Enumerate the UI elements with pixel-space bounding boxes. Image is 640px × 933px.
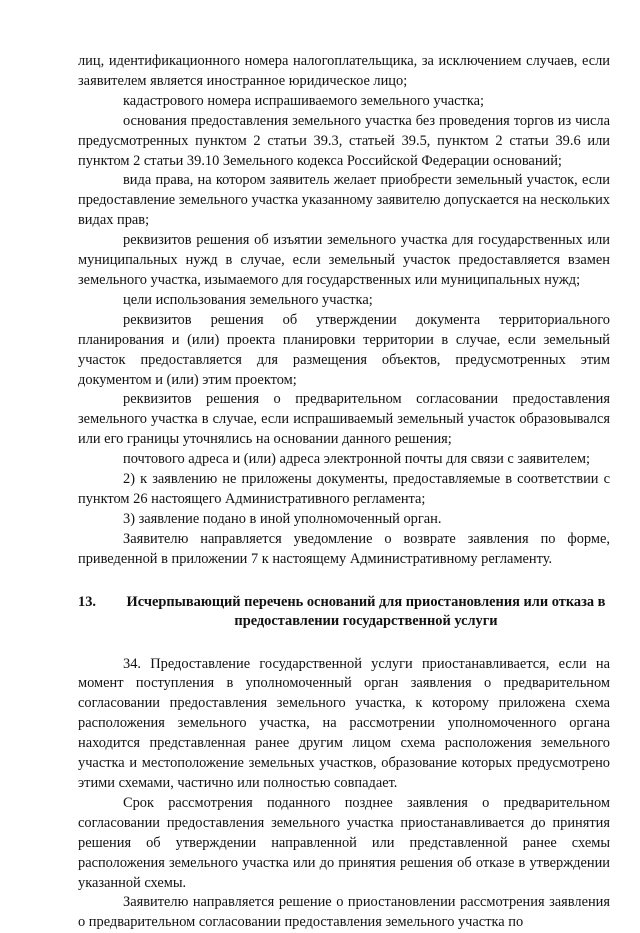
paragraph: реквизитов решения об утверждении документа территориального планирования и (или) проекта планировки территории в случае, если земельный участок предоставляется для размещения объектов, предусмотренных этим документом и (или) этим проектом; [78,311,610,388]
paragraph: цели использования земельного участка; [123,291,373,308]
paragraph: 3) заявление подано в иной уполномоченный орган. [123,510,442,527]
section-title: Исчерпывающий перечень оснований для приостановления или отказа в предоставлении государственной услуги [126,593,606,629]
paragraph: 2) к заявлению не приложены документы, предоставляемые в соответствии с пунктом 26 настоящего Административного регламента; [78,471,610,507]
paragraph: Срок рассмотрения поданного позднее заявления о предварительном согласовании предоставления земельного участка приостанавливается до принятия решения об утверждении направленной или представленной ранее схемы расположения земельного участка или до принятия решения об отказе в утверждении указанной схемы. [78,794,610,891]
paragraph: реквизитов решения о предварительном согласовании предоставления земельного участка в случае, если испрашиваемый земельный участок образовывался или его границы уточнялись на основании данного решения; [78,391,610,448]
paragraph: кадастрового номера испрашиваемого земельного участка; [123,92,485,109]
paragraph: основания предоставления земельного участка без проведения торгов из числа предусмотренных пунктом 2 статьи 39.3, статьей 39.5, пунктом 2 статьи 39.6 или пунктом 2 статьи 39.10 Земельного кодекса Российской Федерации оснований; [78,112,610,169]
paragraph: лиц, идентификационного номера налогоплательщика, за исключением случаев, если заявителем является иностранное юридическое лицо; [78,53,610,89]
paragraph: 34. Предоставление государственной услуги приостанавливается, если на момент поступления в уполномоченный орган заявления о предварительном согласовании предоставления земельного участка, к которому приложена схема расположения земельного участка, на рассмотрении уполномоченного органа находится представленная ранее другим лицом схема расположения земельного участка и местоположение земельных участков, образование которых предусмотрено этими схемами, частично или полностью совпадает. [78,655,610,791]
section-number: 13. [78,593,96,610]
paragraph: почтового адреса и (или) адреса электронной почты для связи с заявителем; [123,451,590,468]
paragraphs-bottom [78,655,610,933]
paragraph: Заявителю направляется уведомление о возврате заявления по форме, приведенной в приложении 7 к настоящему Административному регламенту. [78,530,610,567]
section-heading [78,593,610,631]
paragraphs-top [78,52,610,570]
paragraph: Заявителю направляется решение о приостановлении рассмотрения заявления о предварительном согласовании предоставления земельного участка по [78,894,610,931]
paragraph: вида права, на котором заявитель желает приобрести земельный участок, если предоставление земельного участка указанному заявителю допускается на нескольких видах прав; [78,172,610,229]
paragraph: реквизитов решения об изъятии земельного участка для государственных или муниципальных нужд в случае, если земельный участок предоставляется взамен земельного участка, изымаемого для государственных или муниципальных нужд; [78,232,610,288]
